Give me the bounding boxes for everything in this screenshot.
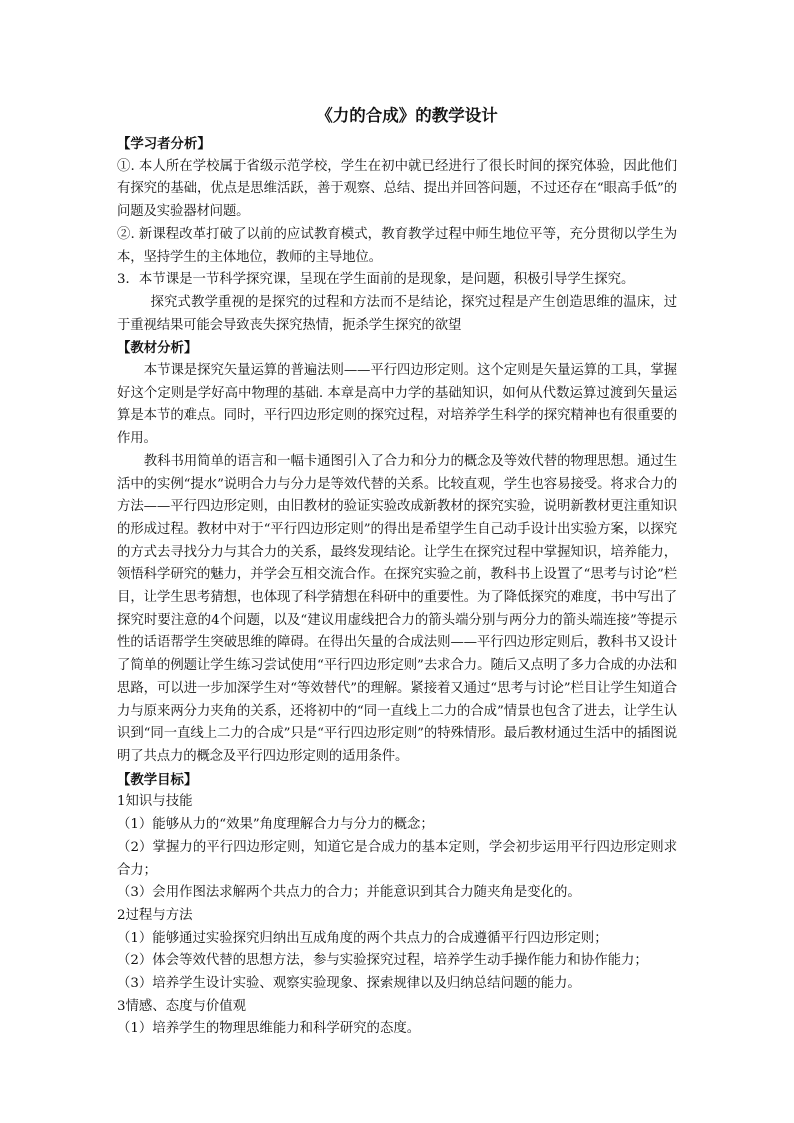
section-heading-learner-analysis: 【学习者分析】 <box>117 136 211 152</box>
list-item: （3）会用作图法求解两个共点力的合力；并能意识到其合力随夹角是变化的。 <box>117 885 581 901</box>
paragraph: ①. 本人所在学校属于省级示范学校，学生在初中就已经进行了很长时间的探究体验，因此他们有探究的基础，优点是思维活跃，善于观察、总结、提出并回答问题，不过还存在“眼高手低”的问题及实验器材问题。 <box>117 158 677 220</box>
subsection-title-knowledge: 1知识与技能 <box>117 794 193 810</box>
list-item: （2）掌握力的平行四边形定则，知道它是合成力的基本定则，学会初步运用平行四边形定则求合力； <box>117 839 677 878</box>
list-item: （2）体会等效代替的思想方法，参与实验探究过程，培养学生动手操作能力和协作能力； <box>117 953 648 969</box>
section-heading-textbook-analysis: 【教材分析】 <box>117 340 198 357</box>
page-title: 《力的合成》的教学设计 <box>316 106 498 125</box>
list-item: （3）培养学生设计实验、观察实验现象、探索规律以及归纳总结问题的能力。 <box>117 976 581 992</box>
paragraph: 本节课是探究矢量运算的普遍法则——平行四边形定则。这个定则是矢量运算的工具，掌握好这个定则是学好高中物理的基础. 本章是高中力学的基础知识，如何从代数运算过渡到矢量运算是本节的难点。同时，平行四边形定则的探究过程，对培养学生科学的探究精神也有很重要的作用。 <box>117 363 677 447</box>
list-item: （1）能够通过实验探究归纳出互成角度的两个共点力的合成遵循平行四边形定则； <box>117 930 608 946</box>
paragraph: 3．本节课是一节科学探究课，呈现在学生面前的是现象，是问题，积极引导学生探究。 <box>117 272 635 288</box>
paragraph: 教科书用简单的语言和一幅卡通图引入了合力和分力的概念及等效代替的物理思想。通过生活中的实例“提水”说明合力与分力是等效代替的关系。比较直观，学生也容易接受。将求合力的方法——平行四边形定则，由旧教材的验证实验改成新教材的探究实验，说明新教材更注重知识的形成过程。教材中对于“平行四边形定则”的得出是希望学生自己动手设计出实验方案，以探究的方式去寻找分力与其合力的关系，最终发现结论。让学生在探究过程中掌握知识，培养能力，领悟科学研究的魅力，并学会互相交流合作。在探究实验之前，教科书上设置了“思考与讨论”栏目，让学生思考猜想，也体现了科学猜想在科研中的重要性。为了降低探究的难度，书中写出了探究时要注意的4个问题，以及“建议用虚线把合力的箭头端分别与两分力的箭头端连接”等提示性的话语帮学生突破思维的障碍。在得出矢量的合成法则——平行四边形定则后，教科书又设计了简单的例题让学生练习尝试使用“平行四边形定则”去求合力。随后又点明了多力合成的办法和思路，可以进一步加深学生对“等效替代”的理解。紧接着又通过“思考与讨论”栏目让学生知道合力与原来两分力夹角的关系，还将初中的“同一直线上二力的合成”情景也包含了进去，让学生认识到“同一直线上二力的合成”只是“平行四边形定则”的特殊情形。最后教材通过生活中的插图说明了共点力的概念及平行四边形定则的适用条件。 <box>117 453 677 764</box>
subsection-title-process: 2过程与方法 <box>117 907 193 923</box>
paragraph: 探究式教学重视的是探究的过程和方法而不是结论，探究过程是产生创造思维的温床，过于重视结果可能会导致丧失探究热情，扼杀学生探究的欲望 <box>117 294 677 333</box>
paragraph: ②. 新课程改革打破了以前的应试教育模式，教育教学过程中师生地位平等，充分贯彻以学生为本，坚持学生的主体地位，教师的主导地位。 <box>117 226 677 265</box>
list-item: （1）培养学生的物理思维能力和科学研究的态度。 <box>117 1021 421 1037</box>
section-heading-teaching-goals: 【教学目标】 <box>117 771 198 788</box>
document-body <box>117 104 677 1041</box>
subsection-title-emotion: 3情感、态度与价值观 <box>117 998 247 1014</box>
list-item: （1）能够从力的“效果”角度理解合力与分力的概念； <box>117 817 434 833</box>
